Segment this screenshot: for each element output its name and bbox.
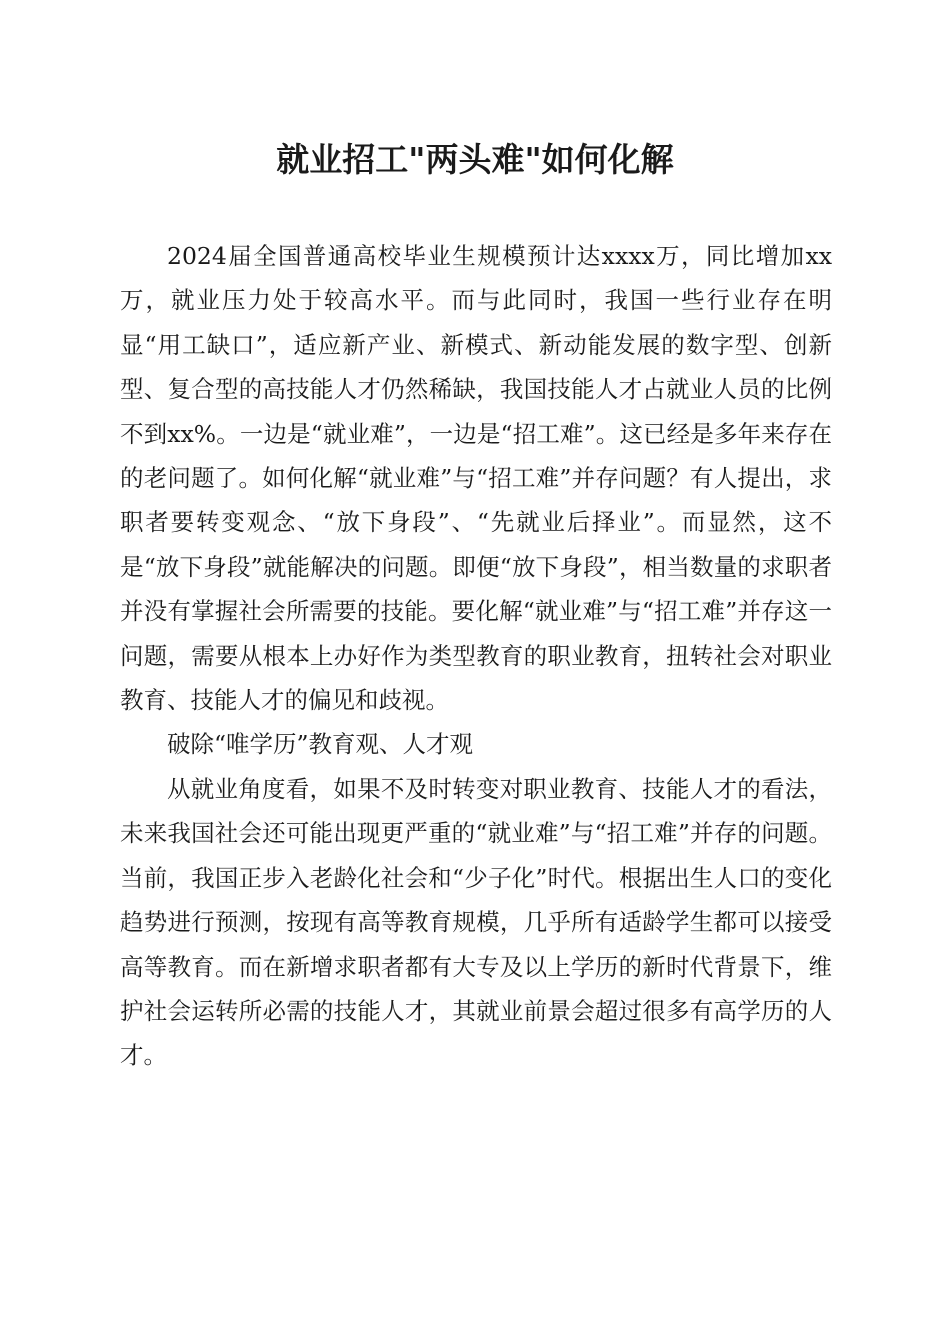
paragraph-employment-outlook: 从就业角度看，如果不及时转变对职业教育、技能人才的看法，未来我国社会还可能出现更严重的“就业难”与“招工难”并存的问题。当前，我国正步入老龄化社会和“少子化”时代。根据出生人口的变化趋势进行预测，按现有高等教育规模，几乎所有适龄学生都可以接受高等教育。而在新增求职者都有大专及以上学历的新时代背景下，维护社会运转所必需的技能人才，其就业前景会超过很多有高学历的人才。 xyxy=(120,774,832,1070)
document-body xyxy=(120,234,832,1078)
paragraph-intro: 2024届全国普通高校毕业生规模预计达xxxx万，同比增加xx万，就业压力处于较高水平。而与此同时，我国一些行业存在明显“用工缺口”，适应新产业、新模式、新动能发展的数字型、创新型、复合型的高技能人才仍然稀缺，我国技能人才占就业人员的比例不到xx%。一边是“就业难”，一边是“招工难”。这已经是多年来存在的老问题了。如何化解“就业难”与“招工难”并存问题？有人提出，求职者要转变观念、“放下身段”、“先就业后择业”。而显然，这不是“放下身段”就能解决的问题。即便“放下身段”，相当数量的求职者并没有掌握社会所需要的技能。要化解“就业难”与“招工难”并存这一问题，需要从根本上办好作为类型教育的职业教育，扭转社会对职业教育、技能人才的偏见和歧视。 xyxy=(120,242,832,715)
section-heading: 破除“唯学历”教育观、人才观 xyxy=(167,730,474,759)
document-title: 就业招工"两头难"如何化解 xyxy=(276,140,674,179)
